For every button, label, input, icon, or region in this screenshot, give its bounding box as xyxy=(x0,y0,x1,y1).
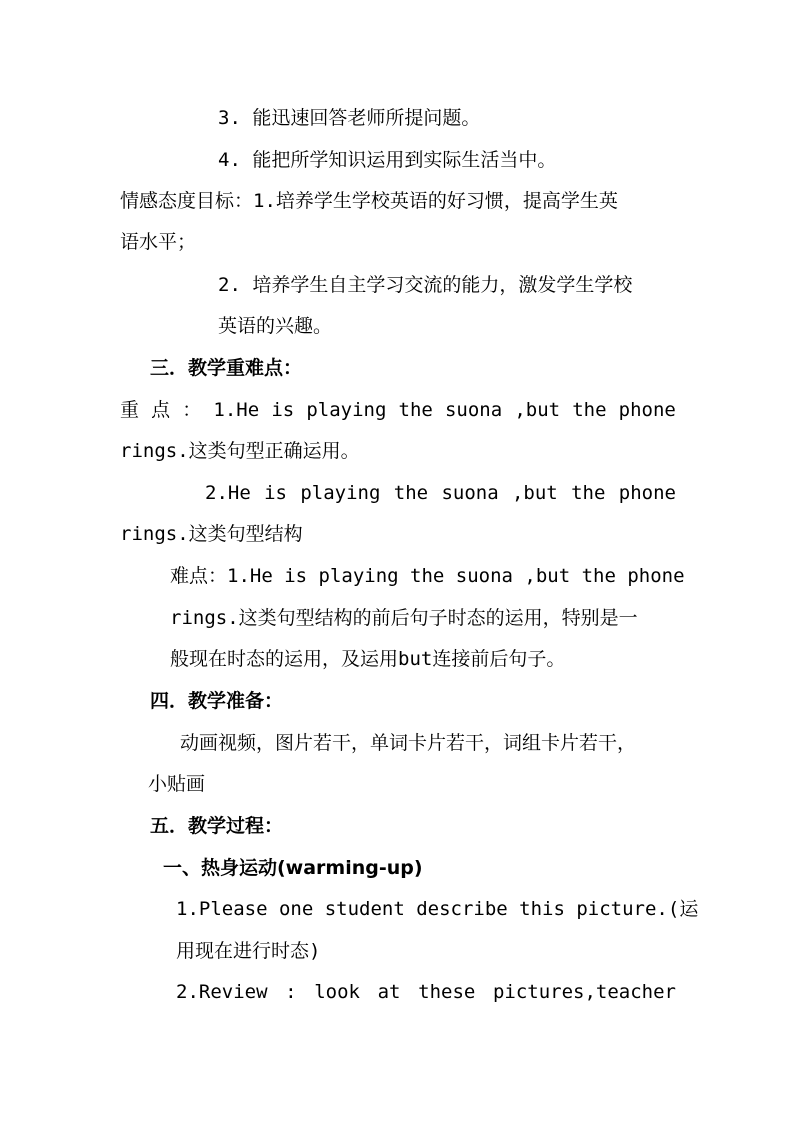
word: suona xyxy=(441,482,499,504)
emotional-goal-item-2: 2. 培养学生自主学习交流的能力，激发学生学校 xyxy=(218,274,633,296)
subsection-heading-warmup: 一、热身运动(warming-up) xyxy=(163,857,423,879)
difficulty-line-1: 难点：1.He is playing the suona ,but the phone xyxy=(170,565,685,587)
word: 1.He xyxy=(213,399,260,421)
objective-item-3: 3. 能迅速回答老师所提问题。 xyxy=(218,107,481,129)
word: is xyxy=(271,399,295,421)
section-heading-4: 四．教学准备： xyxy=(150,690,284,712)
word: suona xyxy=(444,399,503,421)
word: playing xyxy=(306,399,387,421)
section-heading-3: 三．教学重难点： xyxy=(150,357,303,379)
preparation-line-1: 动画视频，图片若干，单词卡片若干，词组卡片若干， xyxy=(180,732,637,754)
warmup-step-1-line-2: 用现在进行时态) xyxy=(176,940,321,962)
word: ,but xyxy=(514,399,561,421)
emotional-goal-item-2-cont: 英语的兴趣。 xyxy=(218,315,333,337)
difficulty-line-3: 般现在时态的运用，及运用but连接前后句子。 xyxy=(170,648,566,670)
word: 2.Review xyxy=(176,981,268,1003)
word: the xyxy=(393,482,429,504)
word: these xyxy=(418,981,476,1003)
key-point-2-line-2: rings.这类句型结构 xyxy=(120,523,303,545)
word: phone xyxy=(618,482,676,504)
key-point-line-1 xyxy=(120,398,676,422)
word: 重 xyxy=(120,399,140,421)
word: ： xyxy=(182,399,202,421)
word: 点 xyxy=(151,399,171,421)
word: the xyxy=(571,482,606,504)
word: the xyxy=(572,399,607,421)
key-point-2-line-1 xyxy=(205,481,676,505)
word: phone xyxy=(618,399,676,421)
difficulty-line-2: rings.这类句型结构的前后句子时态的运用，特别是一 xyxy=(170,607,638,629)
section-heading-5: 五．教学过程： xyxy=(150,815,284,837)
key-point-line-2: rings.这类句型正确运用。 xyxy=(120,440,360,462)
word: pictures,teacher xyxy=(492,981,676,1003)
word: playing xyxy=(300,482,381,504)
objective-item-4: 4. 能把所学知识运用到实际生活当中。 xyxy=(218,149,557,171)
warmup-step-1-line-1: 1.Please one student describe this picture.(运 xyxy=(176,898,699,920)
word: 2.He xyxy=(205,482,251,504)
emotional-goal-line-2: 语水平； xyxy=(120,231,197,253)
word: is xyxy=(264,482,287,504)
emotional-goal-line-1: 情感态度目标：1.培养学生学校英语的好习惯，提高学生英 xyxy=(120,190,618,212)
word: at xyxy=(377,981,401,1003)
warmup-step-2-line-1 xyxy=(176,980,676,1004)
preparation-line-2: 小贴画 xyxy=(148,773,206,795)
word: ,but xyxy=(511,482,558,504)
word: : xyxy=(285,981,297,1003)
word: the xyxy=(398,399,433,421)
word: look xyxy=(314,981,360,1003)
